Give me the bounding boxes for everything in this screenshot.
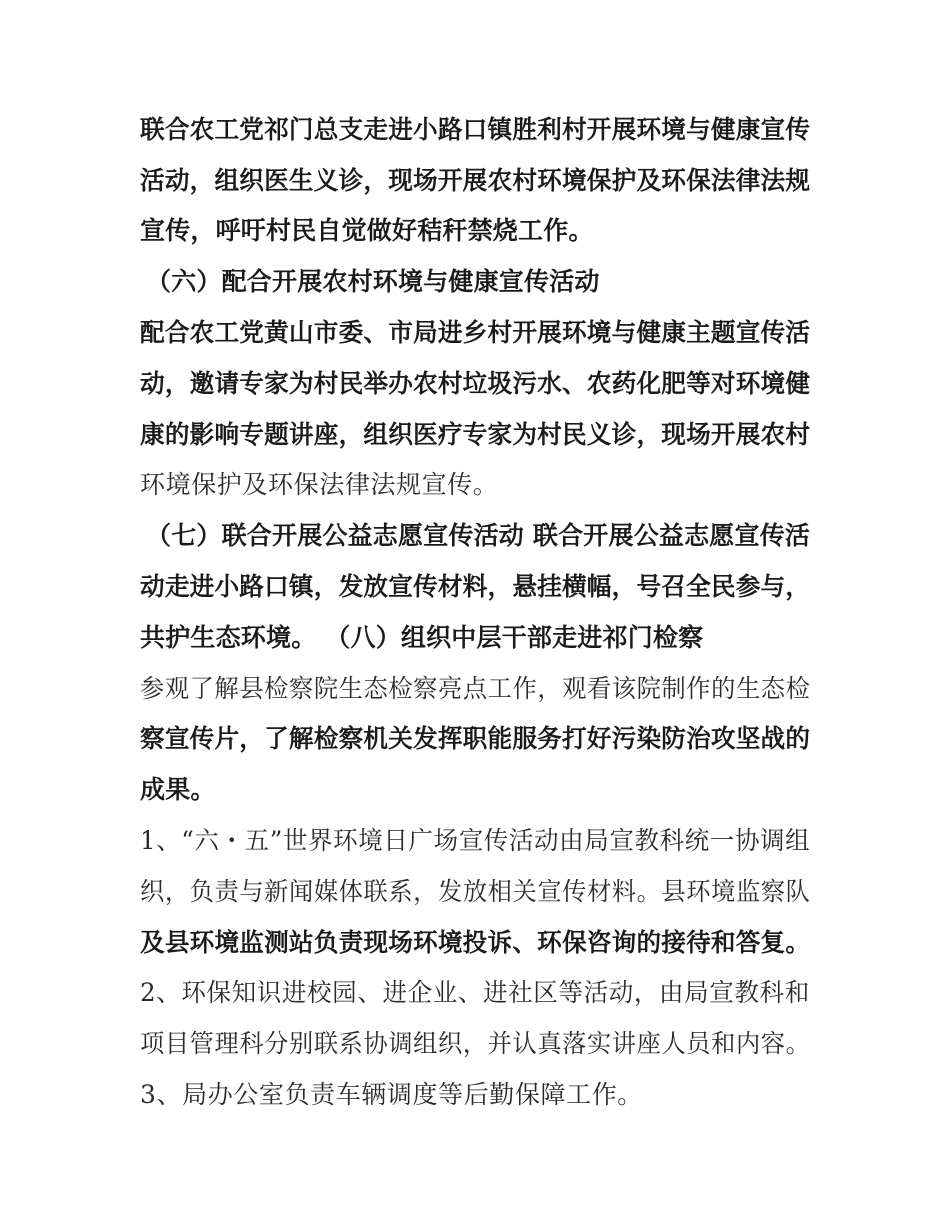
paragraph-line: 成果。 [140, 775, 216, 804]
paragraph-line: 动走进小路口镇，发放宣传材料，悬挂横幅，号召全民参与， [140, 572, 811, 601]
paragraph-line: 配合农工党黄山市委、市局进乡村开展环境与健康主题宣传活 [140, 318, 811, 347]
section-heading-eight: 共护生态环境。 （八）组织中层干部走进祁门检察 [140, 623, 704, 652]
section-heading-six: （六）配合开展农村环境与健康宣传活动 [146, 267, 600, 296]
section-heading-seven: （七）联合开展公益志愿宣传活动 联合开展公益志愿宣传活 [146, 521, 811, 550]
list-item-3: 3、局办公室负责车辆调度等后勤保障工作。 [140, 1080, 643, 1109]
paragraph-line: 活动，组织医生义诊，现场开展农村环境保护及环保法律法规 [140, 166, 811, 195]
paragraph-line: 察宣传片，了解检察机关发挥职能服务打好污染防治攻坚战的 [140, 724, 811, 753]
paragraph-line: 康的影响专题讲座，组织医疗专家为村民义诊，现场开展农村 [140, 420, 811, 449]
paragraph-line: 参观了解县检察院生态检察亮点工作，观看该院制作的生态检 [140, 674, 811, 703]
paragraph-line: 宣传，呼吁村民自觉做好秸秆禁烧工作。 [140, 216, 594, 245]
paragraph-line: 及县环境监测站负责现场环境投诉、环保咨询的接待和答复。 [140, 928, 811, 957]
paragraph-line: 项目管理科分别联系协调组织，并认真落实讲座人员和内容。 [140, 1029, 811, 1058]
paragraph-line: 联合农工党祁门总支走进小路口镇胜利村开展环境与健康宣传 [140, 115, 811, 144]
paragraph-line: 环境保护及环保法律法规宣传。 [140, 470, 499, 499]
list-item-2: 2、环保知识进校园、进企业、进社区等活动，由局宣教科和 [140, 978, 810, 1007]
paragraph-line: 织，负责与新闻媒体联系，发放相关宣传材料。县环境监察队 [140, 877, 811, 906]
paragraph-line: 动，邀请专家为村民举办农村垃圾污水、农药化肥等对环境健 [140, 369, 811, 398]
list-item-1: 1、“六・五”世界环境日广场宣传活动由局宣教科统一协调组 [140, 826, 811, 855]
